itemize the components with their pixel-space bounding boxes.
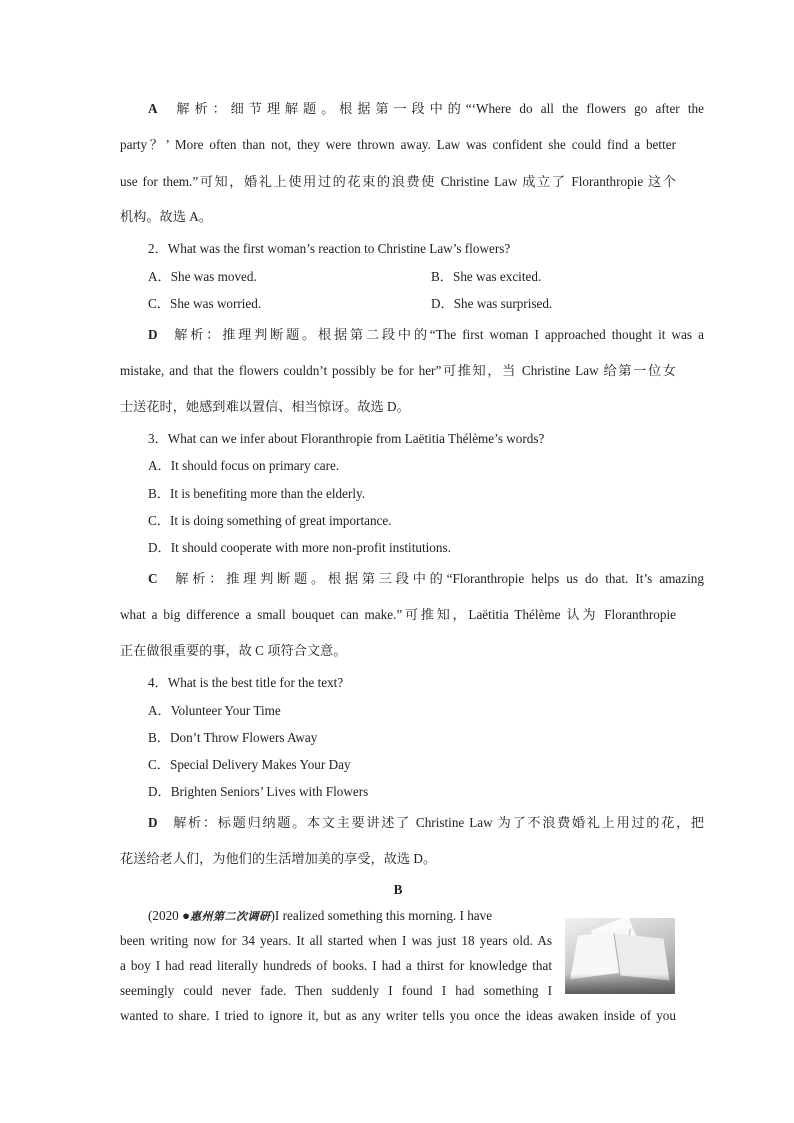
q1-explain-line-3: use for them.”可知，婚礼上使用过的花束的浪费使 Christine Law 成立了 Floranthropie 这个 [120,174,676,189]
q2-explain-line-1: D 解析：推理判断题。根据第二段中的“The first woman I approached thought it was a [148,327,704,342]
q1-explain-line-4: 机构。故选 A。 [120,209,212,224]
q3-explain-line-1: C 解析：推理判断题。根据第三段中的“Floranthropie helps us do that. It’s amazing [148,571,704,586]
q4-option-d: D．Brighten Seniors’ Lives with Flowers [148,784,369,799]
passage-line-5: wanted to share. I tried to ignore it, but as any writer tells you once the ideas awaken inside of you [120,1008,676,1023]
q2-options-row-1 [148,268,704,286]
q2-option-c: C．She was worried. [148,296,262,311]
q4-answer-letter: D [148,815,158,830]
q3-option-a: A．It should focus on primary care. [148,458,340,473]
source-year: (2020 ● [148,908,191,923]
q3-answer-letter: C [148,571,158,586]
q4-stem: 4．What is the best title for the text? [148,675,344,690]
passage-line-1: (2020 ●惠州第二次调研)I realized something this morning. I have [148,908,493,923]
open-book-photo [565,918,675,994]
q4-option-c: C．Special Delivery Makes Your Day [148,757,351,772]
q2-options-row-2 [148,295,704,313]
q1-explain-line-1: A 解析：细节理解题。根据第一段中的“‘Where do all the flowers go after the [148,101,704,116]
q4-option-b: B．Don’t Throw Flowers Away [148,730,318,745]
q3-option-b: B．It is benefiting more than the elderly. [148,486,366,501]
passage-line-3: a boy I had read literally hundreds of books. I had a thirst for knowledge that [120,958,552,973]
q2-stem: 2．What was the first woman’s reaction to Christine Law’s flowers? [148,241,511,256]
q2-option-b: B．She was excited. [431,269,542,284]
q3-option-d: D．It should cooperate with more non-profit institutions. [148,540,451,555]
q3-explain-line-3: 正在做很重要的事，故 C 项符合文意。 [120,643,347,658]
section-heading: B [393,882,403,897]
passage-line-4: seemingly could never fade. Then suddenly I found I had something I [120,983,552,998]
q4-explain-line-1: D 解析：标题归纳题。本文主要讲述了 Christine Law 为了不浪费婚礼上用过的花，把 [148,815,704,830]
q2-option-a: A．She was moved. [148,269,257,284]
source-note: 惠州第二次调研 [190,911,271,923]
q3-stem: 3．What can we infer about Floranthropie from Laëtitia Thélème’s words? [148,431,545,446]
q4-option-a: A．Volunteer Your Time [148,703,281,718]
q2-explain-line-3: 士送花时，她感到难以置信、相当惊讶。故选 D。 [120,399,410,414]
q3-explain-line-2: what a big difference a small bouquet can make.”可推知，Laëtitia Thélème 认为 Floranthropie [120,607,676,622]
q2-answer-letter: D [148,327,158,342]
passage-line-2: been writing now for 34 years. It all started when I was just 18 years old. As [120,933,552,948]
q2-option-d: D．She was surprised. [431,296,553,311]
q2-explain-line-2: mistake, and that the flowers couldn’t possibly be for her”可推知，当 Christine Law 给第一位女 [120,363,676,378]
q3-option-c: C．It is doing something of great importance. [148,513,392,528]
q1-explain-line-2: party？’ More often than not, they were thrown away. Law was confident she could find a better [120,137,676,152]
q1-answer-letter: A [148,101,158,116]
q4-explain-line-2: 花送给老人们，为他们的生活增加美的享受，故选 D。 [120,851,437,866]
